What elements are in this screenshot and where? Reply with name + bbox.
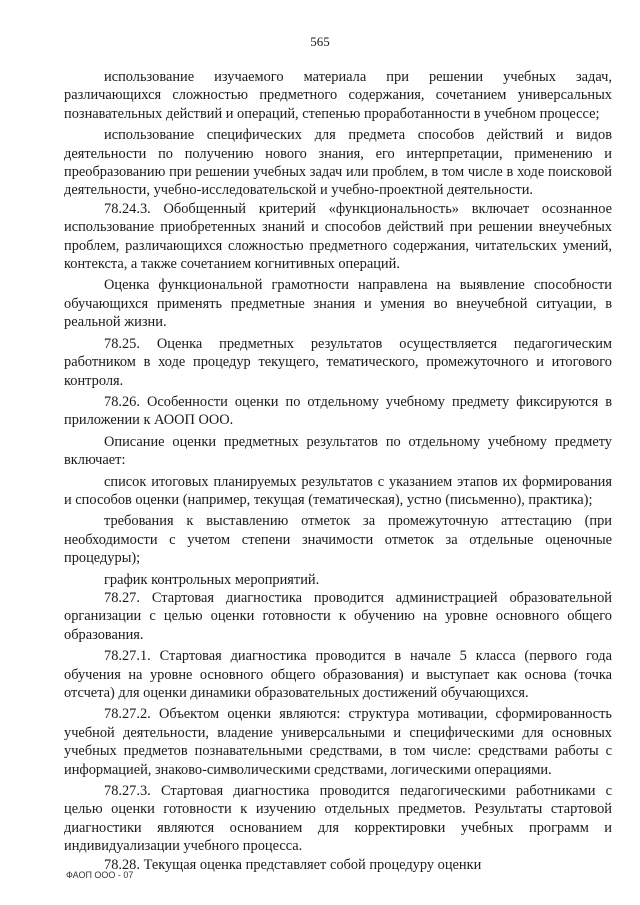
paragraph: 78.28. Текущая оценка представляет собой процедуру оценки bbox=[104, 856, 482, 873]
paragraph: использование изучаемого материала при решении учебных задач, различающихся сложностью предметного содержания, сочетанием универсальных познавательных действий и операций, степенью проработанности в учебном процессе; bbox=[64, 69, 612, 122]
document-body bbox=[64, 68, 612, 874]
page-number: 565 bbox=[310, 34, 330, 49]
paragraph: 78.27.1. Стартовая диагностика проводится в начале 5 класса (первого года обучения на уровне основного общего образования) и выступает как основа (точка отсчета) для оценки динамики образовательных достижений обучающихся. bbox=[64, 648, 612, 701]
paragraph: Оценка функциональной грамотности направлена на выявление способности обучающихся применять предметные знания и умения во внеучебной ситуации, в реальной жизни. bbox=[64, 277, 612, 331]
paragraph: Описание оценки предметных результатов по отдельному учебному предмету включает: bbox=[64, 433, 612, 469]
paragraph: 78.26. Особенности оценки по отдельному учебному предмету фиксируются в приложении к АООП ООО. bbox=[64, 393, 612, 429]
paragraph: 78.27. Стартовая диагностика проводится администрацией образовательной организации с целью оценки готовности к обучению на уровне основного общего образования. bbox=[64, 589, 612, 643]
footer-document-code: ФАОП ООО - 07 bbox=[66, 870, 134, 880]
list-item: список итоговых планируемых результатов с указанием этапов их формирования и способов оценки (например, текущая (тематическая), устно (письменно), практика); bbox=[64, 473, 612, 508]
list-item: требования к выставлению отметок за промежуточную аттестацию (при необходимости с учетом степени значимости отметок за отдельные оценочные процедуры); bbox=[64, 513, 612, 567]
paragraph: использование специфических для предмета способов действий и видов деятельности по получению нового знания, его интерпретации, применению и преобразованию при решении учебных задач или проблем, в том числе в ходе поисковой деятельности, учебно-исследовательской и учебно-проектной деятельности. bbox=[64, 127, 612, 199]
paragraph: 78.27.3. Стартовая диагностика проводится педагогическими работниками с целью оценки готовности к изучению отдельных предметов. Результаты стартовой диагностики являются основанием для корректировки учебных программ и индивидуализации учебного процесса. bbox=[64, 783, 612, 855]
paragraph: 78.25. Оценка предметных результатов осуществляется педагогическим работником в ходе процедур текущего, тематического, промежуточного и итогового контроля. bbox=[64, 335, 612, 389]
paragraph: 78.24.3. Обобщенный критерий «функциональность» включает осознанное использование приобретенных знаний и способов действий при решении внеучебных проблем, различающихся сложностью предметного содержания, читательских умений, контекста, а также сочетанием когнитивных операций. bbox=[64, 200, 612, 273]
list-item: график контрольных мероприятий. bbox=[104, 571, 320, 588]
paragraph: 78.27.2. Объектом оценки являются: структура мотивации, сформированность учебной деятельности, владение универсальными и специфическими для основных учебных предметов познавательными средствами, в том числе: средствами работы с информацией, знаково-символическими средствами, логическими операциями. bbox=[64, 706, 612, 778]
